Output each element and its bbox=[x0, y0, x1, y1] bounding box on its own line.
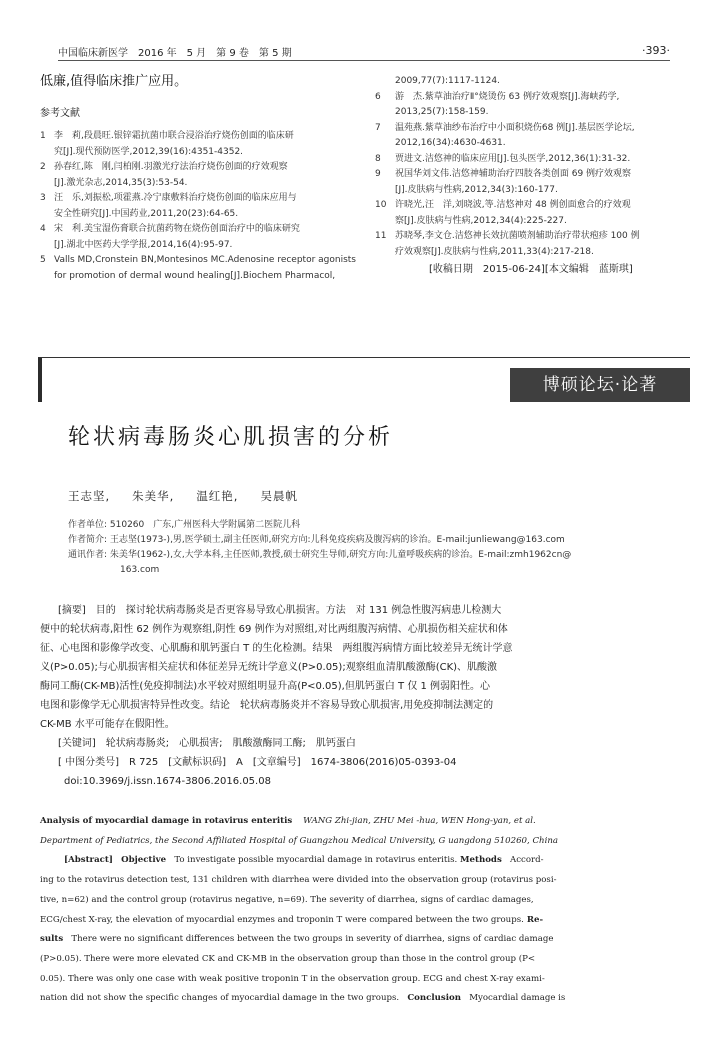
en-methods-line: ing to the rotavirus detection test, 131 children with diarrhea were divided into the observation group (rotavirus posi- bbox=[40, 875, 557, 886]
reference-line bbox=[375, 198, 695, 214]
received-date: [收稿日期 2015-06-24][本文编辑 蓝斯琪] bbox=[429, 264, 633, 275]
reference-text: 2013,25(7):158-159. bbox=[395, 107, 489, 117]
keywords: [关键词] 轮状病毒肠炎; 心肌损害; 肌酸激酶同工酶; 肌钙蛋白 bbox=[58, 738, 356, 749]
page-number: ·393· bbox=[642, 44, 670, 57]
reference-line bbox=[375, 152, 695, 168]
reference-text: [J].皮肤病与性病,2012,34(3):160-177. bbox=[395, 184, 558, 195]
en-conclusion: Myocardial damage is bbox=[469, 993, 566, 1004]
reference-number: 11 bbox=[375, 231, 387, 241]
reference-line bbox=[40, 238, 360, 254]
reference-line bbox=[375, 214, 695, 230]
author-name: 王志坚, bbox=[68, 489, 111, 503]
reference-number: 6 bbox=[375, 91, 381, 102]
reference-text: 苏晓琴,李文仓.洁悠神长效抗菌喷剂辅助治疗带状疱疹 100 例 bbox=[395, 231, 640, 241]
reference-text: 宋 利.美宝湿伤膏联合抗菌药物在烧伤创面治疗中的临床研究 bbox=[54, 224, 300, 234]
abstract-cn-body bbox=[40, 601, 610, 734]
reference-line bbox=[375, 229, 695, 245]
reference-line bbox=[40, 145, 360, 161]
en-methods-line: tive, n=62) and the control group (rotavirus negative, n=69). The severity of diarrhea, signs of cardiac damages, bbox=[40, 894, 534, 905]
en-abstract-label: [Abstract] bbox=[64, 855, 113, 866]
reference-line bbox=[40, 191, 360, 207]
reference-number: 10 bbox=[375, 200, 387, 210]
affiliation: 作者单位: 510260 广东,广州医科大学附属第二医院儿科 bbox=[68, 520, 301, 530]
reference-number: 7 bbox=[375, 122, 381, 133]
right-column bbox=[375, 74, 695, 278]
author-list bbox=[68, 488, 320, 504]
reference-text: Valls MD,Cronstein BN,Montesinos MC.Adenosine receptor agonists bbox=[54, 255, 356, 265]
reference-line bbox=[375, 90, 695, 106]
reference-text: for promotion of dermal wound healing[J].Biochem Pharmacol, bbox=[54, 270, 336, 281]
en-results-label-start: Re- bbox=[523, 914, 544, 925]
author-name: 吴晨帆 bbox=[260, 489, 298, 503]
continuation-text: 低廉,值得临床推广应用。 bbox=[40, 74, 188, 89]
en-results-line-2 bbox=[40, 930, 640, 950]
references-heading: 参考文献 bbox=[40, 108, 80, 119]
reference-number: 2 bbox=[40, 162, 46, 172]
corresponding-email-tail: 163.com bbox=[120, 565, 160, 575]
en-results-label: sults bbox=[40, 934, 64, 945]
en-authors: WANG Zhi-jian, ZHU Mei -hua, WEN Hong-yan, et al. bbox=[303, 816, 536, 826]
reference-line bbox=[375, 74, 695, 90]
reference-line bbox=[375, 121, 695, 137]
article-title: 轮状病毒肠炎心肌损害的分析 bbox=[68, 425, 394, 450]
abstract-cn-line: 义(P>0.05);与心肌损害相关症状和体征差异无统计学意义(P>0.05);观察组血清肌酸激酶(CK)、肌酸激 bbox=[40, 662, 498, 673]
reference-number: 9 bbox=[375, 169, 381, 179]
en-methods-start: Accord- bbox=[509, 855, 544, 866]
reference-number: 1 bbox=[40, 131, 46, 141]
reference-line bbox=[375, 105, 695, 121]
section-banner bbox=[38, 357, 690, 402]
reference-text: 孙春红,陈 刚,闫柏刚.羽激光疗法治疗烧伤创面的疗效观察 bbox=[54, 162, 288, 172]
en-methods-label: Methods bbox=[460, 855, 502, 866]
en-results-4: nation did not show the specific changes of myocardial damage in the two groups. bbox=[40, 993, 400, 1004]
abstract-cn-line: 便中的轮状病毒,阳性 62 例作为观察组,阴性 69 例作为对照组,对比两组腹泻病情、心肌损伤相关症状和体 bbox=[40, 624, 508, 635]
en-objective-label: Objective bbox=[121, 855, 167, 866]
corresponding-author: 通讯作者: 朱美华(1962-),女,大学本科,主任医师,教授,硕士研究生导师,研究方向:儿童呼吸疾病的诊治。E-mail:zmh1962cn@ bbox=[68, 550, 572, 560]
reference-number: 3 bbox=[40, 193, 46, 203]
author-meta bbox=[68, 518, 571, 578]
reference-text: [J].湖北中医药大学学报,2014,16(4):95-97. bbox=[54, 239, 233, 250]
reference-text: 温苑燕.紫草油纱布治疗中小面积烧伤68 例[J].基层医学论坛, bbox=[395, 122, 635, 133]
left-column bbox=[40, 72, 360, 284]
abstract-en bbox=[40, 812, 640, 1009]
en-methods-line: ECG/chest X-ray, the elevation of myocardial enzymes and troponin T were compared between the two groups. Re- bbox=[40, 914, 544, 925]
reference-text: [J].激光杂志,2014,35(3):53-54. bbox=[54, 177, 188, 188]
abstract-cn-line: 酶同工酶(CK-MB)活性(免疫抑制法)水平较对照组明显升高(P<0.05),但肌钙蛋白 T 仅 1 例弱阳性。心 bbox=[40, 681, 491, 692]
reference-text: 汪 乐,刘振松,项霍燕.冷宁康敷料治疗烧伤创面的临床应用与 bbox=[54, 193, 297, 203]
reference-text: 游 杰.紫草油治疗Ⅱ°烧烫伤 63 例疗效观察[J].海峡药学, bbox=[395, 91, 620, 102]
doi: doi:10.3969/j.issn.1674-3806.2016.05.08 bbox=[64, 776, 271, 787]
classification: [ 中图分类号] R 725 [文献标识码] A [文章编号] 1674-3806(2016)05-0393-04 bbox=[58, 757, 457, 768]
author-intro: 作者简介: 王志坚(1973-),男,医学硕士,副主任医师,研究方向:儿科免疫疾病及腹泻病的诊治。E-mail:junliewang@163.com bbox=[68, 535, 565, 545]
reference-text: 贾进文.洁悠神的临床应用[J].包头医学,2012,36(1):31-32. bbox=[395, 153, 631, 164]
en-title: Analysis of myocardial damage in rotavirus enteritis bbox=[40, 816, 293, 826]
reference-line bbox=[40, 222, 360, 238]
section-tag: 博硕论坛·论著 bbox=[510, 368, 690, 402]
author-name: 朱美华, bbox=[132, 489, 175, 503]
reference-number: 8 bbox=[375, 153, 381, 164]
author-name: 温红艳, bbox=[196, 489, 239, 503]
reference-text: 祝国华刘文伟.洁悠神辅助治疗四肢各类创面 69 例疗效观察 bbox=[395, 169, 632, 179]
abstract-cn bbox=[40, 601, 610, 791]
reference-number: 5 bbox=[40, 255, 46, 265]
reference-text: 许晓光,汪 洋,刘晓波,等.洁悠神对 48 例创面愈合的疗效观 bbox=[395, 200, 631, 210]
reference-text: 安全性研究[J].中国药业,2011,20(23):64-65. bbox=[54, 208, 239, 219]
reference-text: 2012,16(34):4630-4631. bbox=[395, 138, 506, 148]
en-results-line-4 bbox=[40, 989, 640, 1009]
reference-line bbox=[40, 160, 360, 176]
en-conclusion-label: Conclusion bbox=[407, 993, 461, 1004]
en-objective: To investigate possible myocardial damage in rotavirus enteritis. bbox=[174, 855, 458, 866]
reference-line bbox=[375, 136, 695, 152]
en-results-3: 0.05). There was only one case with weak positive troponin T in the observation group. ECG and chest X-ray exami- bbox=[40, 973, 545, 984]
reference-list bbox=[40, 129, 360, 284]
reference-line bbox=[375, 245, 695, 261]
reference-text: 究[J].现代预防医学,2012,39(16):4351-4352. bbox=[54, 146, 244, 157]
en-methods-body bbox=[40, 871, 640, 930]
reference-list-continued bbox=[375, 74, 695, 260]
reference-line bbox=[375, 183, 695, 199]
en-department: Department of Pediatrics, the Second Affiliated Hospital of Guangzhou Medical University, G uangdong 510260, China bbox=[40, 835, 558, 846]
reference-line bbox=[40, 176, 360, 192]
reference-number: 4 bbox=[40, 224, 46, 234]
abstract-cn-line: 征、心电图和影像学改变、心肌酶和肌钙蛋白 T 的生化检测。结果 两组腹泻病情方面比较差异无统计学意 bbox=[40, 643, 513, 654]
en-results-1: There were no significant differences between the two groups in severity of diarrhea, signs of cardiac damage bbox=[71, 934, 554, 945]
reference-text: 察[J].皮肤病与性病,2012,34(4):225-227. bbox=[395, 215, 567, 226]
abstract-cn-line: CK-MB 水平可能存在假阳性。 bbox=[40, 719, 175, 730]
reference-line bbox=[40, 207, 360, 223]
journal-info: 中国临床新医学 2016 年 5 月 第 9 卷 第 5 期 bbox=[58, 48, 292, 59]
reference-line bbox=[375, 167, 695, 183]
reference-line bbox=[40, 129, 360, 145]
reference-line bbox=[40, 269, 360, 285]
reference-text: 疗效观察[J].皮肤病与性病,2011,33(4):217-218. bbox=[395, 246, 594, 257]
reference-line bbox=[40, 253, 360, 269]
running-header bbox=[58, 44, 670, 61]
banner-bar bbox=[38, 358, 42, 402]
reference-text: 2009,77(7):1117-1124. bbox=[395, 76, 500, 86]
en-results-2: (P>0.05). There were more elevated CK and CK-MB in the observation group than those in the control group (P< bbox=[40, 953, 536, 964]
abstract-cn-line: 电图和影像学无心肌损害特异性改变。结论 轮状病毒肠炎并不容易导致心肌损害,用免疫抑制法测定的 bbox=[40, 700, 494, 711]
abstract-cn-line: [摘要] 目的 探讨轮状病毒肠炎是否更容易导致心肌损害。方法 对 131 例急性腹泻病患儿检测大 bbox=[58, 605, 502, 616]
reference-text: 李 莉,段晨旺.银锌霜抗菌巾联合浸浴治疗烧伤创面的临床研 bbox=[54, 131, 294, 141]
